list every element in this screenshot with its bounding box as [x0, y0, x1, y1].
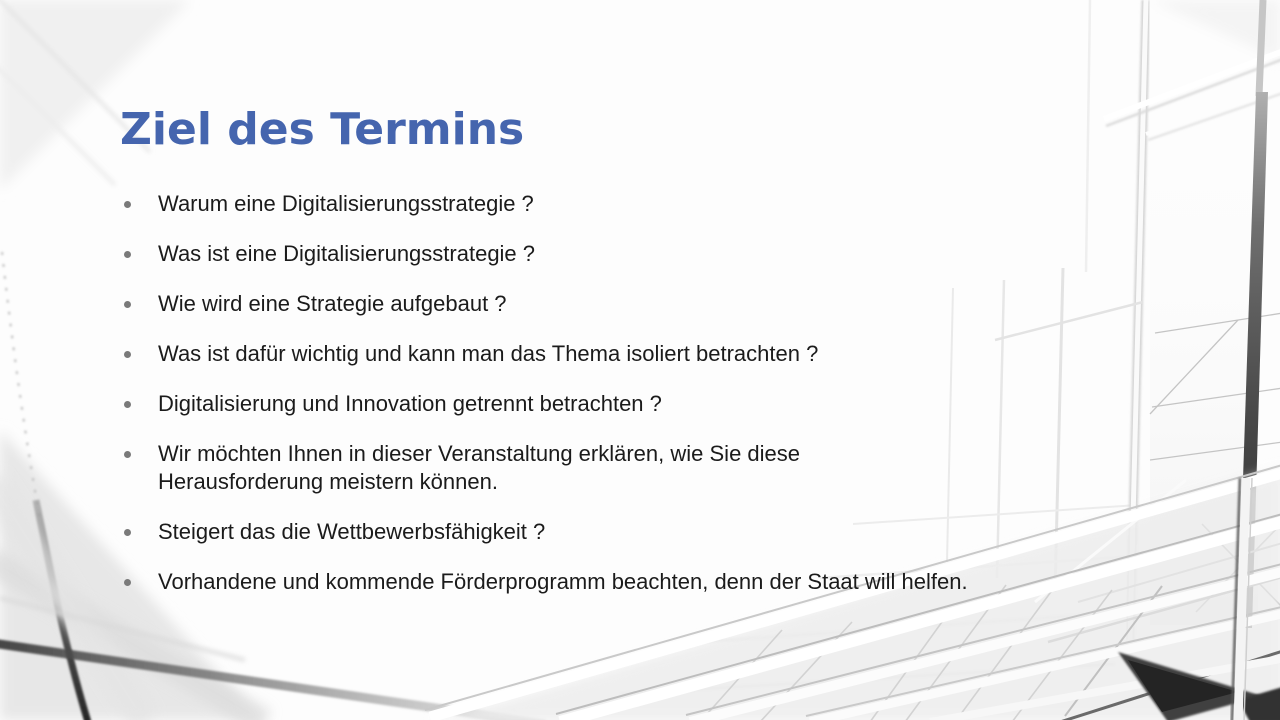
bullet-dot [124, 201, 131, 208]
bullet-text: Steigert das die Wettbewerbsfähigkeit ? [158, 519, 546, 544]
bullet-dot [124, 529, 131, 536]
bullet-item [120, 568, 968, 596]
bullet-item [120, 240, 968, 268]
bullet-dot [124, 451, 131, 458]
bullet-item [120, 340, 968, 368]
bullet-dot [124, 401, 131, 408]
bullet-item [120, 190, 968, 218]
slide-title: Ziel des Termins [120, 104, 525, 155]
bullet-dot [124, 251, 131, 258]
bullet-text: Warum eine Digitalisierungsstrategie ? [158, 191, 534, 216]
bullet-dot [124, 579, 131, 586]
bullet-item [120, 440, 968, 496]
bullet-text: Wir möchten Ihnen in dieser Veranstaltung erklären, wie Sie diese Herausforderung meistern können. [158, 441, 801, 494]
bullet-item [120, 518, 968, 546]
bullet-item [120, 290, 968, 318]
bullet-text: Was ist eine Digitalisierungsstrategie ? [158, 241, 536, 266]
bullet-list [120, 190, 968, 618]
bullet-item [120, 390, 968, 418]
bullet-text: Wie wird eine Strategie aufgebaut ? [158, 291, 507, 316]
bullet-text: Was ist dafür wichtig und kann man das Thema isoliert betrachten ? [158, 341, 819, 366]
bullet-text: Digitalisierung und Innovation getrennt betrachten ? [158, 391, 662, 416]
bullet-dot [124, 301, 131, 308]
bullet-dot [124, 351, 131, 358]
bullet-text: Vorhandene und kommende Förderprogramm beachten, denn der Staat will helfen. [158, 569, 968, 594]
